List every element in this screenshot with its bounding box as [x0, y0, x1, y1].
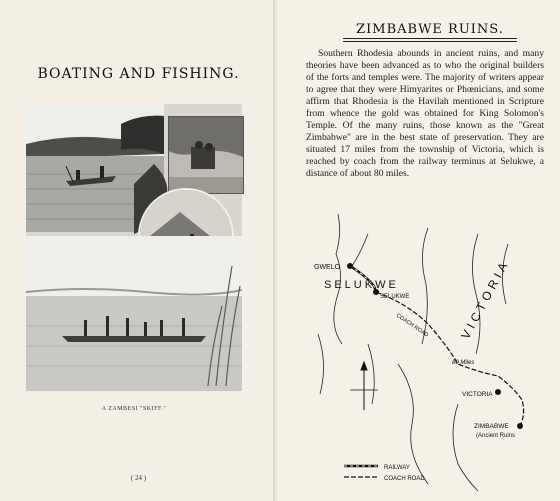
zimbabwe-marker [517, 423, 523, 429]
legend-coach-road-label: COACH ROAD. [384, 476, 427, 482]
left-page-title: BOATING AND FISHING. [37, 66, 240, 82]
ancient-ruins-label: (Ancient Ruins [476, 433, 516, 439]
legend-railway-label: RAILWAY [384, 465, 410, 471]
river-lines [318, 214, 508, 491]
hunters-photo [168, 116, 244, 194]
route-map [308, 214, 550, 491]
victoria-marker [495, 389, 501, 395]
article-text [306, 48, 544, 180]
map-legend [344, 465, 427, 482]
photo-plate [26, 104, 242, 391]
victoria-region-label: VICTORIA [458, 256, 513, 342]
gwelo-label: GWELO [314, 264, 341, 271]
selukwe-region-label: SELUKWE [324, 279, 399, 291]
article-paragraph: Southern Rhodesia abounds in ancient ruins, and many theories have been advanced as to who the original builders of the forts and temples were. The majority of writers appear to agree that they were Himyarites or Phœnicians, and some affirm that Rhodesia is the Havilah mentioned in Scripture from whence the gold was obtained for King Solomon's Temple. Of the many ruins, those known as the "Great Zimbabwe" are in the best state of preservation. They are situated 17 miles from the township of Victoria, which is reached by coach from the railway terminus at Selukwe, a distance of about 80 miles. [306, 48, 544, 179]
page-number: ( 24 ) [130, 474, 147, 482]
victoria-town-label: VICTORIA [462, 391, 493, 398]
selukwe-town-label: SELUKWE [380, 294, 410, 300]
zambesi-skiff-photo [26, 236, 242, 391]
coach-road-label: COACH ROAD [394, 312, 430, 339]
right-page-title: ZIMBABWE RUINS. [343, 22, 517, 39]
miles-label: 80 Miles [452, 360, 475, 366]
left-page [0, 0, 277, 501]
gwelo-marker [347, 263, 353, 269]
zimbabwe-label: ZIMBABWE [474, 423, 509, 430]
photo-caption: A ZAMBESI "SKIFF." [101, 406, 167, 412]
